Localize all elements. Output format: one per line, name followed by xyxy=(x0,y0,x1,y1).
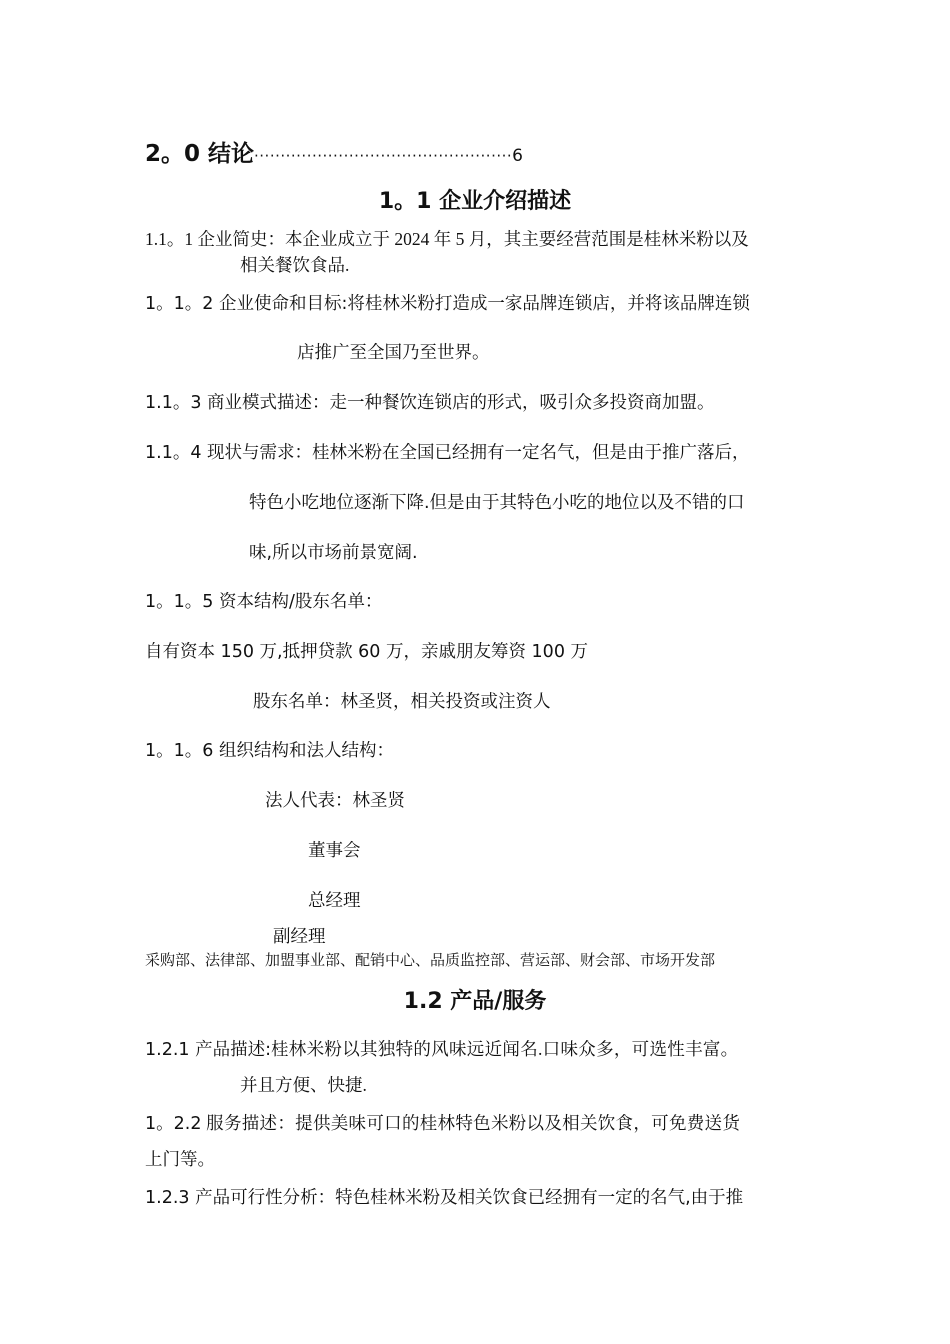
paragraph-history-line1: 1.1。1 企业简史：本企业成立于 2024 年 5 月，其主要经营范围是桂林米粉以及 xyxy=(145,229,749,249)
product-label: 1.2.1 产品描述: xyxy=(145,1040,271,1060)
org-departments: 采购部、法律部、加盟事业部、配销中心、品质监控部、营运部、财会部、市场开发部 xyxy=(145,953,716,969)
paragraph-history-line2: 相关餐饮食品. xyxy=(240,255,350,275)
product-text: 桂林米粉以其独特的风味远近闻名.口味众多，可选性丰富。 xyxy=(271,1039,739,1059)
paragraph-status-line1: 1.1。4 现状与需求：桂林米粉在全国已经拥有一定名气，但是由于推广落后， xyxy=(145,443,750,463)
section-heading-1-1: 1。1 企业介绍描述 xyxy=(378,189,572,214)
toc-leader: ················································· xyxy=(254,147,513,165)
org-legal-representative: 法人代表：林圣贤 xyxy=(265,791,405,811)
toc-title: 2。0 结论 xyxy=(145,141,255,167)
service-label: 1。2.2 xyxy=(145,1114,202,1134)
paragraph-mission-line1: 1。1。2 企业使命和目标:将桂林米粉打造成一家品牌连锁店，并将该品牌连锁 xyxy=(145,294,750,314)
paragraph-product-line1 xyxy=(145,1036,738,1061)
paragraph-feasibility: 1.2.3 产品可行性分析：特色桂林米粉及相关饮食已经拥有一定的名气,由于推 xyxy=(145,1188,744,1208)
paragraph-service-line1 xyxy=(145,1110,740,1135)
toc-entry xyxy=(145,135,523,168)
paragraph-business-model: 1.1。3 商业模式描述：走一种餐饮连锁店的形式，吸引众多投资商加盟。 xyxy=(145,393,715,413)
org-general-manager: 总经理 xyxy=(308,891,361,911)
paragraph-status-line3: 味,所以市场前景宽阔. xyxy=(249,543,418,563)
paragraph-service-line2: 上门等。 xyxy=(145,1149,215,1169)
paragraph-product-line2: 并且方便、快捷. xyxy=(240,1075,367,1095)
paragraph-capital: 自有资本 150 万,抵押贷款 60 万，亲戚朋友筹资 100 万 xyxy=(145,642,589,662)
paragraph-status-line2: 特色小吃地位逐渐下降.但是由于其特色小吃的地位以及不错的口 xyxy=(249,493,745,513)
toc-page-number: 6 xyxy=(512,146,523,166)
paragraph-org-heading: 1。1。6 组织结构和法人结构： xyxy=(145,741,394,761)
paragraph-mission-line2: 店推广至全国乃至世界。 xyxy=(297,343,490,363)
service-text: 服务描述：提供美味可口的桂林特色米粉以及相关饮食，可免费送货 xyxy=(201,1113,741,1133)
org-vice-manager: 副经理 xyxy=(273,926,326,946)
paragraph-shareholders: 股东名单：林圣贤，相关投资或注资人 xyxy=(253,692,551,712)
paragraph-capital-heading: 1。1。5 资本结构/股东名单： xyxy=(145,592,383,612)
section-heading-1-2: 1.2 产品/服务 xyxy=(403,989,547,1014)
org-board: 董事会 xyxy=(308,841,361,861)
